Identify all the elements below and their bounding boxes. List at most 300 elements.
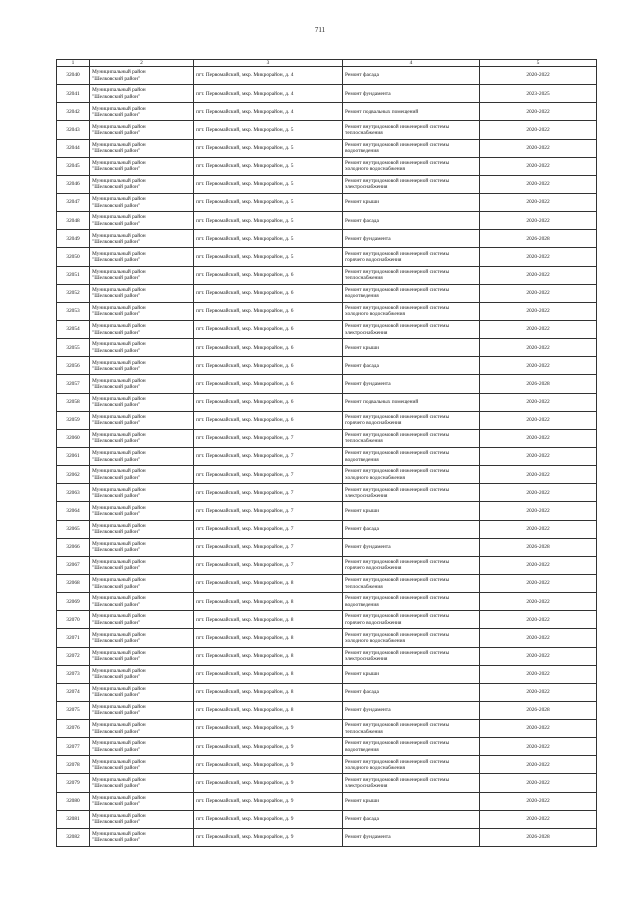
row-number-cell: [57, 520, 90, 538]
table-row: [57, 193, 597, 211]
period-cell: [480, 466, 597, 484]
period-text: 2020-2022: [526, 362, 550, 369]
address-text: пгт. Первомайский, мкр. Микрорайон, д. 5: [196, 217, 294, 224]
period-text: 2023-2025: [526, 90, 550, 97]
row-number-cell: [57, 665, 90, 683]
table-row: [57, 302, 597, 320]
work-type-cell: [343, 339, 480, 357]
period-text: 2020-2022: [526, 689, 550, 696]
work-type-cell: [343, 593, 480, 611]
address-text: пгт. Первомайский, мкр. Микрорайон, д. 5: [196, 253, 294, 260]
table-row: [57, 647, 597, 665]
municipality-cell: [90, 647, 194, 665]
row-number-text: 32045: [66, 163, 80, 170]
address-text: пгт. Первомайский, мкр. Микрорайон, д. 6: [196, 290, 294, 297]
address-cell: [194, 484, 343, 502]
period-text: 2020-2022: [526, 580, 550, 587]
address-cell: [194, 574, 343, 592]
municipality-cell: [90, 411, 194, 429]
period-cell: [480, 248, 597, 266]
period-cell: [480, 774, 597, 792]
address-cell: [194, 284, 343, 302]
address-cell: [194, 466, 343, 484]
work-type-text: Ремонт внутридомовой инженерной системы электроснабжения: [345, 649, 450, 663]
row-number-cell: [57, 447, 90, 465]
work-type-cell: [343, 357, 480, 375]
municipality-text: Муниципальный район "Шелковский район": [92, 395, 146, 409]
address-text: пгт. Первомайский, мкр. Микрорайон, д. 5: [196, 144, 294, 151]
municipality-cell: [90, 466, 194, 484]
column-header-3: 3: [194, 60, 343, 67]
period-text: 2020-2022: [526, 489, 550, 496]
municipality-cell: [90, 266, 194, 284]
period-text: 2020-2022: [526, 743, 550, 750]
work-type-text: Ремонт фундамента: [345, 90, 391, 97]
work-type-text: Ремонт внутридомовой инженерной системы электроснабжения: [345, 323, 450, 336]
period-cell: [480, 756, 597, 774]
table-row: [57, 212, 597, 230]
municipality-cell: [90, 248, 194, 266]
work-type-text: Ремонт крыши: [345, 798, 379, 805]
row-number-cell: [57, 538, 90, 556]
municipality-text: Муниципальный район "Шелковский район": [92, 413, 146, 427]
period-text: 2020-2022: [526, 471, 550, 478]
work-type-text: Ремонт внутридомовой инженерной системы водоотведения: [345, 595, 450, 608]
period-text: 2020-2022: [526, 398, 550, 405]
address-text: пгт. Первомайский, мкр. Микрорайон, д. 7: [196, 489, 294, 496]
period-cell: [480, 429, 597, 447]
table-row: [57, 121, 597, 139]
row-number-cell: [57, 212, 90, 230]
municipality-text: Муниципальный район "Шелковский район": [92, 196, 146, 209]
municipality-cell: [90, 193, 194, 211]
address-cell: [194, 720, 343, 738]
period-cell: [480, 683, 597, 701]
row-number-text: 32081: [66, 816, 80, 823]
municipality-cell: [90, 756, 194, 774]
period-text: 2020-2022: [526, 562, 550, 569]
table-row: [57, 429, 597, 447]
municipality-text: Муниципальный район "Шелковский район": [92, 377, 146, 390]
row-number-cell: [57, 738, 90, 756]
row-number-cell: [57, 683, 90, 701]
municipality-cell: [90, 212, 194, 230]
address-text: пгт. Первомайский, мкр. Микрорайон, д. 9: [196, 816, 294, 823]
header-row: [57, 60, 597, 67]
table-row: [57, 175, 597, 193]
municipality-text: Муниципальный район "Шелковский район": [92, 268, 146, 282]
address-cell: [194, 320, 343, 338]
row-number-text: 32061: [66, 453, 80, 460]
table-row: [57, 411, 597, 429]
table-row: [57, 574, 597, 592]
row-number-text: 32065: [66, 525, 80, 532]
work-type-cell: [343, 738, 480, 756]
address-text: пгт. Первомайский, мкр. Микрорайон, д. 7: [196, 507, 294, 514]
period-text: 2020-2022: [526, 290, 550, 297]
row-number-text: 32049: [66, 235, 80, 242]
period-text: 2020-2022: [526, 144, 550, 151]
column-header-2: 2: [90, 60, 194, 67]
work-type-cell: [343, 67, 480, 85]
table-row: [57, 774, 597, 792]
work-type-cell: [343, 429, 480, 447]
work-type-text: Ремонт внутридомовой инженерной системы холодного водоснабжения: [345, 305, 450, 318]
municipality-cell: [90, 139, 194, 157]
row-number-cell: [57, 810, 90, 828]
municipality-text: Муниципальный район "Шелковский район": [92, 341, 146, 354]
period-text: 2026-2028: [526, 707, 550, 714]
work-type-cell: [343, 574, 480, 592]
period-cell: [480, 103, 597, 121]
address-text: пгт. Первомайский, мкр. Микрорайон, д. 7: [196, 471, 294, 478]
period-cell: [480, 67, 597, 85]
period-cell: [480, 520, 597, 538]
work-type-cell: [343, 647, 480, 665]
row-number-cell: [57, 157, 90, 175]
period-cell: [480, 139, 597, 157]
address-cell: [194, 266, 343, 284]
work-type-cell: [343, 611, 480, 629]
municipality-text: Муниципальный район "Шелковский район": [92, 813, 146, 826]
table-row: [57, 629, 597, 647]
municipality-text: Муниципальный район "Шелковский район": [92, 522, 146, 536]
period-cell: [480, 175, 597, 193]
table-row: [57, 556, 597, 574]
address-cell: [194, 665, 343, 683]
work-type-text: Ремонт внутридомовой инженерной системы холодного водоснабжения: [345, 159, 450, 173]
address-text: пгт. Первомайский, мкр. Микрорайон, д. 8: [196, 689, 294, 696]
work-type-cell: [343, 502, 480, 520]
municipality-cell: [90, 175, 194, 193]
table-row: [57, 701, 597, 719]
table-row: [57, 103, 597, 121]
work-type-text: Ремонт крыши: [345, 344, 379, 351]
row-number-cell: [57, 266, 90, 284]
period-cell: [480, 339, 597, 357]
period-text: 2020-2022: [526, 344, 550, 351]
row-number-cell: [57, 792, 90, 810]
municipality-cell: [90, 810, 194, 828]
period-text: 2020-2022: [526, 598, 550, 605]
municipality-text: Муниципальный район "Шелковский район": [92, 722, 146, 735]
work-type-text: Ремонт фасада: [345, 816, 379, 823]
row-number-cell: [57, 574, 90, 592]
work-type-text: Ремонт внутридомовой инженерной системы водоотведения: [345, 740, 450, 753]
period-cell: [480, 720, 597, 738]
municipality-cell: [90, 393, 194, 411]
period-text: 2020-2022: [526, 217, 550, 224]
period-cell: [480, 738, 597, 756]
address-text: пгт. Первомайский, мкр. Микрорайон, д. 9: [196, 761, 294, 768]
row-number-text: 32040: [66, 72, 80, 79]
address-text: пгт. Первомайский, мкр. Микрорайон, д. 6: [196, 362, 294, 369]
work-type-cell: [343, 701, 480, 719]
period-cell: [480, 302, 597, 320]
municipality-text: Муниципальный район "Шелковский район": [92, 232, 146, 245]
table-row: [57, 447, 597, 465]
row-number-text: 32042: [66, 108, 80, 115]
table-row: [57, 230, 597, 248]
municipality-cell: [90, 828, 194, 846]
address-cell: [194, 520, 343, 538]
row-number-cell: [57, 121, 90, 139]
address-cell: [194, 810, 343, 828]
period-cell: [480, 484, 597, 502]
row-number-text: 32041: [66, 90, 80, 97]
period-text: 2020-2022: [526, 798, 550, 805]
address-text: пгт. Первомайский, мкр. Микрорайон, д. 8: [196, 598, 294, 605]
work-type-text: Ремонт внутридомовой инженерной системы холодного водоснабжения: [345, 631, 450, 644]
row-number-text: 32075: [66, 707, 80, 714]
period-text: 2020-2022: [526, 525, 550, 532]
address-cell: [194, 103, 343, 121]
work-type-cell: [343, 828, 480, 846]
municipality-cell: [90, 121, 194, 139]
row-number-cell: [57, 502, 90, 520]
address-cell: [194, 611, 343, 629]
period-text: 2020-2022: [526, 417, 550, 424]
address-cell: [194, 756, 343, 774]
address-cell: [194, 193, 343, 211]
municipality-text: Муниципальный район "Шелковский район": [92, 667, 146, 681]
row-number-text: 32060: [66, 435, 80, 442]
table-row: [57, 738, 597, 756]
row-number-text: 32054: [66, 326, 80, 333]
address-cell: [194, 248, 343, 266]
address-cell: [194, 121, 343, 139]
row-number-cell: [57, 611, 90, 629]
municipality-cell: [90, 429, 194, 447]
table-row: [57, 393, 597, 411]
municipality-text: Муниципальный район "Шелковский район": [92, 649, 146, 663]
work-type-text: Ремонт крыши: [345, 507, 379, 514]
work-type-cell: [343, 193, 480, 211]
municipality-cell: [90, 665, 194, 683]
column-header-4: 4: [343, 60, 480, 67]
work-type-cell: [343, 665, 480, 683]
table-row: [57, 67, 597, 85]
address-cell: [194, 556, 343, 574]
address-text: пгт. Первомайский, мкр. Микрорайон, д. 7: [196, 435, 294, 442]
row-number-text: 32082: [66, 834, 80, 841]
period-cell: [480, 266, 597, 284]
address-text: пгт. Первомайский, мкр. Микрорайон, д. 5: [196, 163, 294, 170]
work-type-text: Ремонт фасада: [345, 362, 379, 369]
row-number-cell: [57, 175, 90, 193]
work-type-cell: [343, 157, 480, 175]
work-type-text: Ремонт внутридомовой инженерной системы теплоснабжения: [345, 432, 450, 445]
address-text: пгт. Первомайский, мкр. Микрорайон, д. 9: [196, 779, 294, 786]
municipality-text: Муниципальный район "Шелковский район": [92, 686, 146, 699]
municipality-text: Муниципальный район "Шелковский район": [92, 595, 146, 608]
period-text: 2020-2022: [526, 72, 550, 79]
table-row: [57, 611, 597, 629]
period-text: 2020-2022: [526, 634, 550, 641]
table-row: [57, 756, 597, 774]
address-text: пгт. Первомайский, мкр. Микрорайон, д. 9: [196, 743, 294, 750]
municipality-text: Муниципальный район "Шелковский район": [92, 178, 146, 191]
column-header-5: 5: [480, 60, 597, 67]
table-row: [57, 320, 597, 338]
row-number-text: 32072: [66, 652, 80, 659]
period-text: 2020-2022: [526, 671, 550, 678]
work-type-cell: [343, 266, 480, 284]
work-type-cell: [343, 720, 480, 738]
row-number-text: 32053: [66, 308, 80, 315]
period-cell: [480, 157, 597, 175]
address-cell: [194, 683, 343, 701]
address-cell: [194, 302, 343, 320]
row-number-text: 32048: [66, 217, 80, 224]
table-header: [57, 60, 597, 67]
work-type-cell: [343, 284, 480, 302]
row-number-cell: [57, 302, 90, 320]
table-body: [57, 67, 597, 847]
row-number-cell: [57, 828, 90, 846]
municipality-text: Муниципальный район "Шелковский район": [92, 123, 146, 136]
work-type-text: Ремонт внутридомовой инженерной системы холодного водоснабжения: [345, 758, 450, 771]
table-row: [57, 248, 597, 266]
municipality-text: Муниципальный район "Шелковский район": [92, 577, 146, 590]
address-text: пгт. Первомайский, мкр. Микрорайон, д. 4: [196, 72, 294, 79]
work-type-text: Ремонт фасада: [345, 525, 379, 532]
municipality-cell: [90, 629, 194, 647]
period-text: 2020-2022: [526, 108, 550, 115]
work-type-cell: [343, 792, 480, 810]
municipality-text: Муниципальный район "Шелковский район": [92, 214, 146, 227]
row-number-text: 32066: [66, 544, 80, 551]
table-row: [57, 466, 597, 484]
period-text: 2020-2022: [526, 507, 550, 514]
address-text: пгт. Первомайский, мкр. Микрорайон, д. 5: [196, 199, 294, 206]
work-type-text: Ремонт подвальных помещений: [345, 398, 419, 405]
period-text: 2020-2022: [526, 126, 550, 133]
period-text: 2020-2022: [526, 616, 550, 623]
period-text: 2020-2022: [526, 779, 550, 786]
table-row: [57, 538, 597, 556]
municipality-text: Муниципальный район "Шелковский район": [92, 141, 146, 155]
municipality-cell: [90, 484, 194, 502]
municipality-cell: [90, 67, 194, 85]
row-number-text: 32064: [66, 507, 80, 514]
row-number-text: 32051: [66, 271, 80, 278]
municipality-cell: [90, 230, 194, 248]
address-text: пгт. Первомайский, мкр. Микрорайон, д. 8: [196, 707, 294, 714]
row-number-text: 32055: [66, 344, 80, 351]
municipality-text: Муниципальный район "Шелковский район": [92, 359, 146, 372]
row-number-text: 32078: [66, 761, 80, 768]
municipality-cell: [90, 701, 194, 719]
period-cell: [480, 701, 597, 719]
municipality-text: Муниципальный район "Шелковский район": [92, 87, 146, 100]
address-cell: [194, 828, 343, 846]
period-text: 2026-2028: [526, 544, 550, 551]
row-number-text: 32050: [66, 253, 80, 260]
municipality-cell: [90, 103, 194, 121]
work-type-text: Ремонт внутридомовой инженерной системы водоотведения: [345, 286, 450, 300]
period-text: 2020-2022: [526, 163, 550, 170]
work-type-cell: [343, 538, 480, 556]
period-text: 2026-2028: [526, 834, 550, 841]
municipality-text: Муниципальный район "Шелковский район": [92, 831, 146, 844]
row-number-text: 32057: [66, 380, 80, 387]
period-cell: [480, 593, 597, 611]
address-text: пгт. Первомайский, мкр. Микрорайон, д. 9: [196, 725, 294, 732]
row-number-text: 32067: [66, 562, 80, 569]
table-row: [57, 139, 597, 157]
address-text: пгт. Первомайский, мкр. Микрорайон, д. 9: [196, 798, 294, 805]
row-number-cell: [57, 466, 90, 484]
period-text: 2020-2022: [526, 453, 550, 460]
municipality-cell: [90, 774, 194, 792]
municipality-cell: [90, 683, 194, 701]
period-text: 2020-2022: [526, 725, 550, 732]
work-type-cell: [343, 411, 480, 429]
address-cell: [194, 357, 343, 375]
work-type-cell: [343, 320, 480, 338]
municipality-text: Муниципальный район "Шелковский район": [92, 704, 146, 717]
municipality-cell: [90, 611, 194, 629]
row-number-text: 32063: [66, 489, 80, 496]
period-text: 2020-2022: [526, 253, 550, 260]
table-row: [57, 810, 597, 828]
municipality-cell: [90, 538, 194, 556]
address-cell: [194, 230, 343, 248]
work-type-cell: [343, 302, 480, 320]
work-type-text: Ремонт внутридомовой инженерной системы теплоснабжения: [345, 268, 450, 282]
work-type-cell: [343, 212, 480, 230]
work-type-cell: [343, 466, 480, 484]
work-type-text: Ремонт фасада: [345, 217, 379, 224]
address-cell: [194, 502, 343, 520]
municipality-text: Муниципальный район "Шелковский район": [92, 540, 146, 554]
row-number-cell: [57, 720, 90, 738]
row-number-cell: [57, 556, 90, 574]
work-type-text: Ремонт крыши: [345, 671, 379, 678]
row-number-cell: [57, 375, 90, 393]
address-cell: [194, 67, 343, 85]
row-number-cell: [57, 320, 90, 338]
municipality-cell: [90, 520, 194, 538]
column-header-1: 1: [57, 60, 90, 67]
work-type-cell: [343, 248, 480, 266]
work-type-cell: [343, 756, 480, 774]
municipality-text: Муниципальный район "Шелковский район": [92, 250, 146, 263]
period-text: 2020-2022: [526, 761, 550, 768]
row-number-text: 32046: [66, 181, 80, 188]
row-number-cell: [57, 248, 90, 266]
period-cell: [480, 611, 597, 629]
municipality-text: Муниципальный район "Шелковский район": [92, 323, 146, 336]
period-cell: [480, 284, 597, 302]
work-type-text: Ремонт фасада: [345, 72, 379, 79]
work-type-cell: [343, 230, 480, 248]
row-number-cell: [57, 230, 90, 248]
period-cell: [480, 665, 597, 683]
row-number-text: 32076: [66, 725, 80, 732]
row-number-cell: [57, 85, 90, 103]
municipality-cell: [90, 502, 194, 520]
address-cell: [194, 593, 343, 611]
municipality-cell: [90, 574, 194, 592]
period-cell: [480, 393, 597, 411]
municipality-text: Муниципальный район "Шелковский район": [92, 794, 146, 808]
row-number-text: 32071: [66, 634, 80, 641]
address-text: пгт. Первомайский, мкр. Микрорайон, д. 5: [196, 181, 294, 188]
row-number-cell: [57, 193, 90, 211]
row-number-cell: [57, 647, 90, 665]
